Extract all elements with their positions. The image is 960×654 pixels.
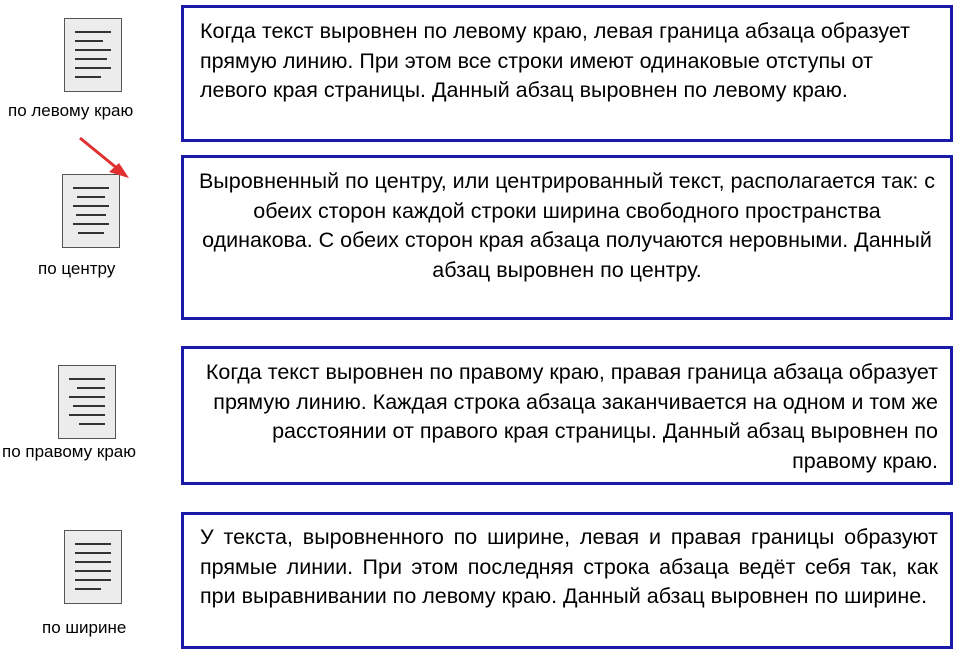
left-align-example-text: Когда текст выровнен по левому краю, левая граница абзаца образует прямую линию. При этом все строки имеют одинаковые отступы от левого края страницы. Данный абзац выровнен по левому краю. xyxy=(200,19,911,102)
justify-align-example-box xyxy=(181,512,953,649)
justify-align-example-text: У текста, выровненного по ширине, левая и правая границы образуют прямые линии. При этом последняя строка абзаца ведёт себя так, как при выравнивании по левому краю. Данный абзац выровнен по ширине. xyxy=(200,525,938,608)
center-align-example-box xyxy=(181,155,953,320)
label-justify-align: по ширине xyxy=(42,618,127,637)
center-align-example-text: Выровненный по центру, или центрированный текст, располагается так: с обеих сторон каждой строки ширина свободного пространства одинакова. С обеих сторон края абзаца получаются неровными. Данный абзац выровнен по центру. xyxy=(198,169,936,282)
right-align-example-text: Когда текст выровнен по правому краю, правая граница абзаца образует прямую линию. Каждая строка абзаца заканчивается на одном и том же расстоянии от правого края страницы. Данный абзац выровнен по правому краю. xyxy=(205,360,938,473)
label-left-align: по левому краю xyxy=(8,101,134,120)
label-right-align: по правому краю xyxy=(2,442,136,461)
document-left-align-icon xyxy=(64,18,122,92)
document-center-align-icon xyxy=(62,174,120,248)
label-center-align: по центру xyxy=(38,259,116,278)
right-align-example-box xyxy=(181,346,953,485)
pointer-arrow-icon xyxy=(78,136,134,182)
document-right-align-icon xyxy=(58,365,116,439)
document-justify-align-icon xyxy=(64,530,122,604)
left-align-example-box xyxy=(181,5,953,142)
